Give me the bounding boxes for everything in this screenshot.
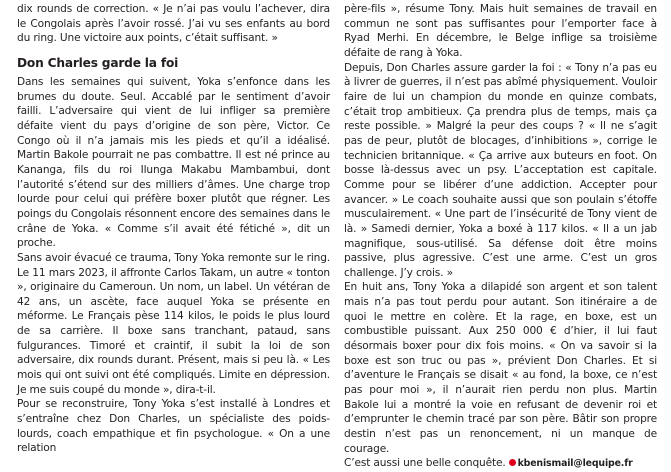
- article-subheading: Don Charles garde la foi: [17, 55, 179, 70]
- author-email[interactable]: kbenismail@lequipe.fr: [517, 458, 633, 470]
- article-left-column: [17, 2, 330, 456]
- article-closing-line: [344, 456, 657, 472]
- article-paragraph: dix rounds de correction. « Je n’ai pas voulu l’achever, dira le Congolais après l’avoir rossé. J’ai vu ses enfants au bord du ring. Une victoire aux points, c’était suffisant. »: [17, 3, 330, 45]
- article-paragraph: En huit ans, Tony Yoka a dilapidé son argent et son talent mais n’a pas tout perdu pour autant. Son itinéraire a de quoi le mettre en colère. Et la rage, en boxe, est un combustible puissant. Aux 250 000 € d’hier, il lui faut désormais boxer pour dix fois moins. « On va savoir si la boxe est son truc ou pas », prévient Don Charles. Et si d’aventure le Français se disait « au fond, la boxe, ce n’est pas pour moi », il n’aurait rien perdu non plus. Martin Bakole lui a montré la voie en refusant de devenir roi et d’emprunter le chemin tracé par son père. Bâtir son propre destin n’est pas un renoncement, ni un manque de courage.: [344, 281, 657, 455]
- article-paragraph: Depuis, Don Charles assure garder la foi : « Tony n’a pas eu à livrer de guerres, il n’est pas abîmé physiquement. Vouloir faire de lui un champion du monde en quinze combats, c’était trop ambitieux. Ça prendra plus de temps, mais ça reste possible. » Malgré la peur des coups ? « Il ne s’agit pas de peur, plutôt de blocages, d’inhibitions », corrige le technicien britannique. « Ça arrive aux buteurs en foot. On bosse là-dessus avec un psy. L’acceptation est capitale. Comme pour se libérer d’une addiction. Accepter pour avancer. » Le coach souhaite aussi que son poulain s’étoffe musculairement. « Une part de l’insécurité de Tony vient de là. » Samedi dernier, Yoka a boxé à 117 kilos. « Il a un jab magnifique, sous-utilisé. Sa défense doit être moins passive, plus agressive. C’est une arme. C’est un gros challenge. J’y crois. »: [344, 61, 657, 279]
- article-paragraph: Sans avoir évacué ce trauma, Tony Yoka remonte sur le ring. Le 11 mars 2023, il affronte Carlos Takam, un autre « tonton », originaire du Cameroun. Un nom, un label. Un vétéran de 42 ans, un ascète, face auquel Yoka se présente en méforme. Le Français pèse 114 kilos, le poids le plus lourd de sa carrière. Il boxe sans tranchant, pataud, sans fulgurances. Timoré et craintif, il subit la loi de son adversaire, dix rounds durant. Présent, mais si peu là. « Les mois qui ont suivi ont été compliqués. Limite en dépression. Je me suis coupé du monde », dira-t-il.: [17, 251, 330, 396]
- closing-text: C’est aussi une belle conquête.: [344, 457, 506, 470]
- article-paragraph: père-fils », résume Tony. Mais huit semaines de travail en commun ne sont pas suffisantes pour l’emporter face à Ryad Merhi. En décembre, le Belge inflige sa troisième défaite de rang à Yoka.: [344, 3, 657, 59]
- signature-dot-icon: [509, 459, 516, 466]
- article-paragraph: Dans les semaines qui suivent, Yoka s’enfonce dans les brumes du doute. Seul. Accablé par le sentiment d’avoir failli. L’adversaire qui vient de lui infliger sa première défaite vient du pays d’origine de son père, Victor. Ce Congo où il n’a jamais mis les pieds et qu’il a idéalisé. Martin Bakole pourrait ne pas combattre. Il est né prince au Kananga, fils du roi Ilunga Makabu Mambambui, dont l’autorité s’étend sur des milliers d’âmes. Une charge trop lourde pour celui qui préfère boxer plutôt que régner. Les poings du Congolais résonnent encore des semaines dans le crâne de Yoka. « Comme s’il avait été fétiché », dit un proche.: [17, 75, 330, 250]
- article-right-column: [344, 2, 657, 472]
- article-paragraph: Pour se reconstruire, Tony Yoka s’est installé à Londres et s’entraîne chez Don Charles, un spécialiste des poids-lourds, coach empathique et fin psychologue. « On a une relation: [17, 398, 330, 455]
